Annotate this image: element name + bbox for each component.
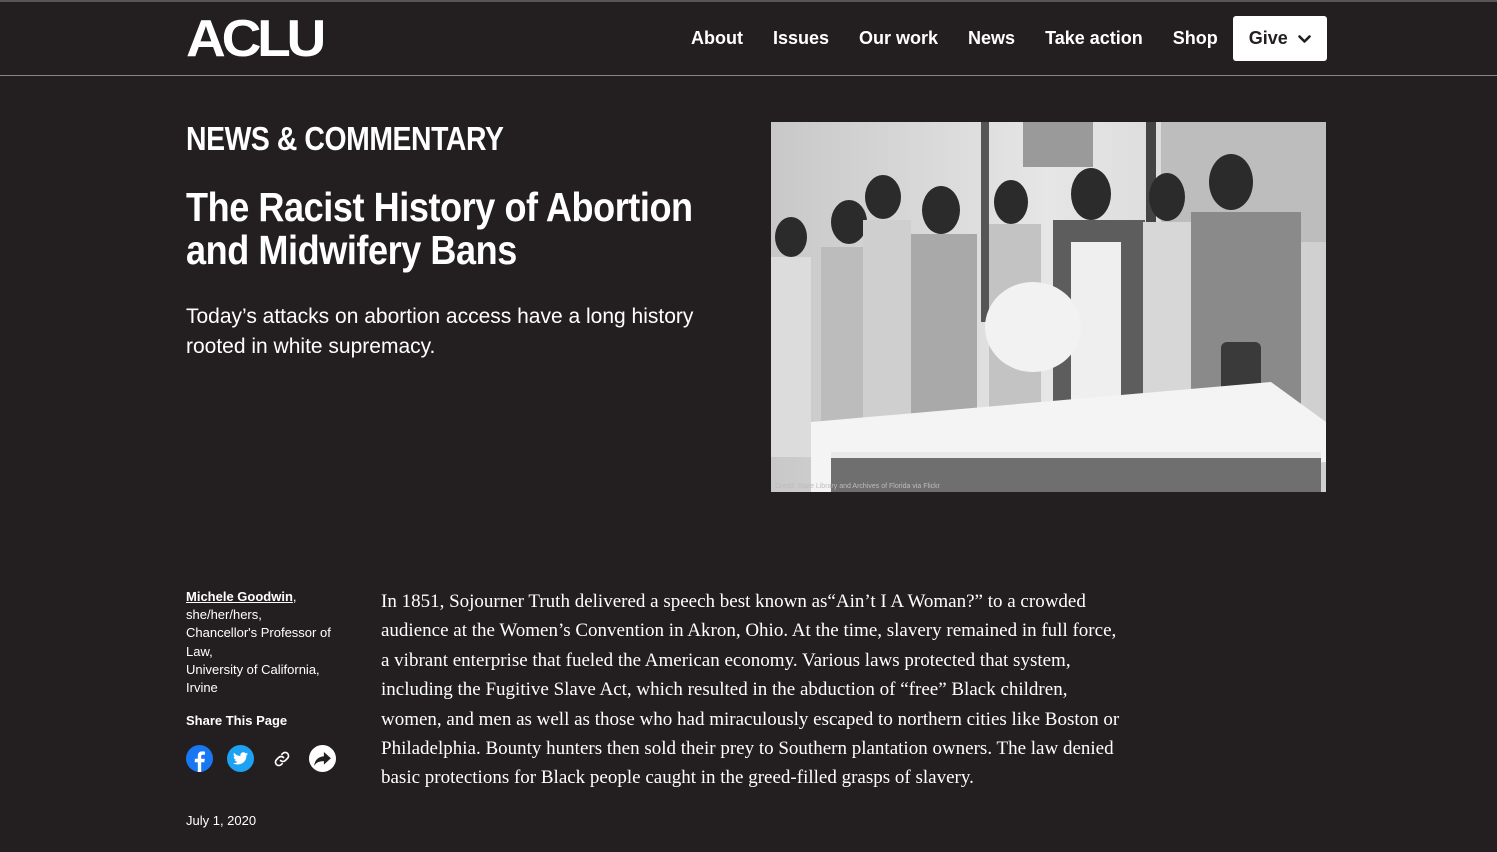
give-button[interactable] bbox=[1233, 16, 1327, 61]
aclu-logo[interactable]: ACLU bbox=[186, 10, 323, 68]
author-link[interactable]: Michele Goodwin bbox=[186, 589, 293, 604]
author-affiliation: University of California, Irvine bbox=[186, 661, 320, 696]
chevron-down-icon bbox=[1298, 28, 1311, 49]
image-credit: Credit: State Library and Archives of Florida via Flickr bbox=[775, 483, 940, 490]
twitter-icon[interactable] bbox=[227, 745, 254, 772]
facebook-icon[interactable] bbox=[186, 745, 213, 772]
article-body: In 1851, Sojourner Truth delivered a speech best known as“Ain’t I A Woman?” to a crowded audience at the Women’s Convention in Akron, Ohio. At the time, slavery remained in full force, a vibrant enterprise that fueled the American economy. Various laws protected that system, including the Fugitive Slave Act, which resulted in the abduction of “free” Black children, women, and men as well as those who had miraculously escaped to northern cities like Boston or Philadelphia. Bounty hunters then sold their prey to Southern plantation owners. The law denied basic protections for Black people caught in the greed-filled grasps of slavery. bbox=[381, 591, 1120, 789]
author-byline bbox=[186, 588, 346, 697]
nav-about[interactable]: About bbox=[691, 28, 743, 48]
publish-date: July 1, 2020 bbox=[186, 813, 257, 828]
give-label: Give bbox=[1248, 28, 1288, 48]
article-subtitle: Today’s attacks on abortion access have a long history rooted in white supremacy. bbox=[186, 305, 694, 358]
midwives-photo bbox=[771, 122, 1326, 492]
nav-issues[interactable]: Issues bbox=[772, 28, 830, 48]
main-nav bbox=[676, 16, 1327, 61]
share-arrow-icon[interactable] bbox=[309, 745, 336, 772]
section-kicker[interactable]: NEWS & COMMENTARY bbox=[186, 120, 504, 157]
nav-news[interactable]: News bbox=[968, 28, 1016, 48]
link-icon[interactable] bbox=[268, 745, 295, 772]
share-label: Share This Page bbox=[186, 713, 288, 728]
author-role: Chancellor's Professor of Law, bbox=[186, 625, 331, 659]
nav-shop[interactable]: Shop bbox=[1172, 28, 1218, 48]
author-comma: , bbox=[292, 589, 297, 604]
nav-our-work[interactable]: Our work bbox=[859, 28, 939, 48]
site-header bbox=[0, 2, 1497, 76]
nav-take-action[interactable]: Take action bbox=[1045, 28, 1143, 48]
share-icons bbox=[186, 745, 336, 772]
article-title: The Racist History of Abortion and Midwifery Bans bbox=[186, 184, 693, 273]
author-pronouns: she/her/hers, bbox=[186, 607, 262, 623]
hero-photo bbox=[771, 122, 1326, 492]
